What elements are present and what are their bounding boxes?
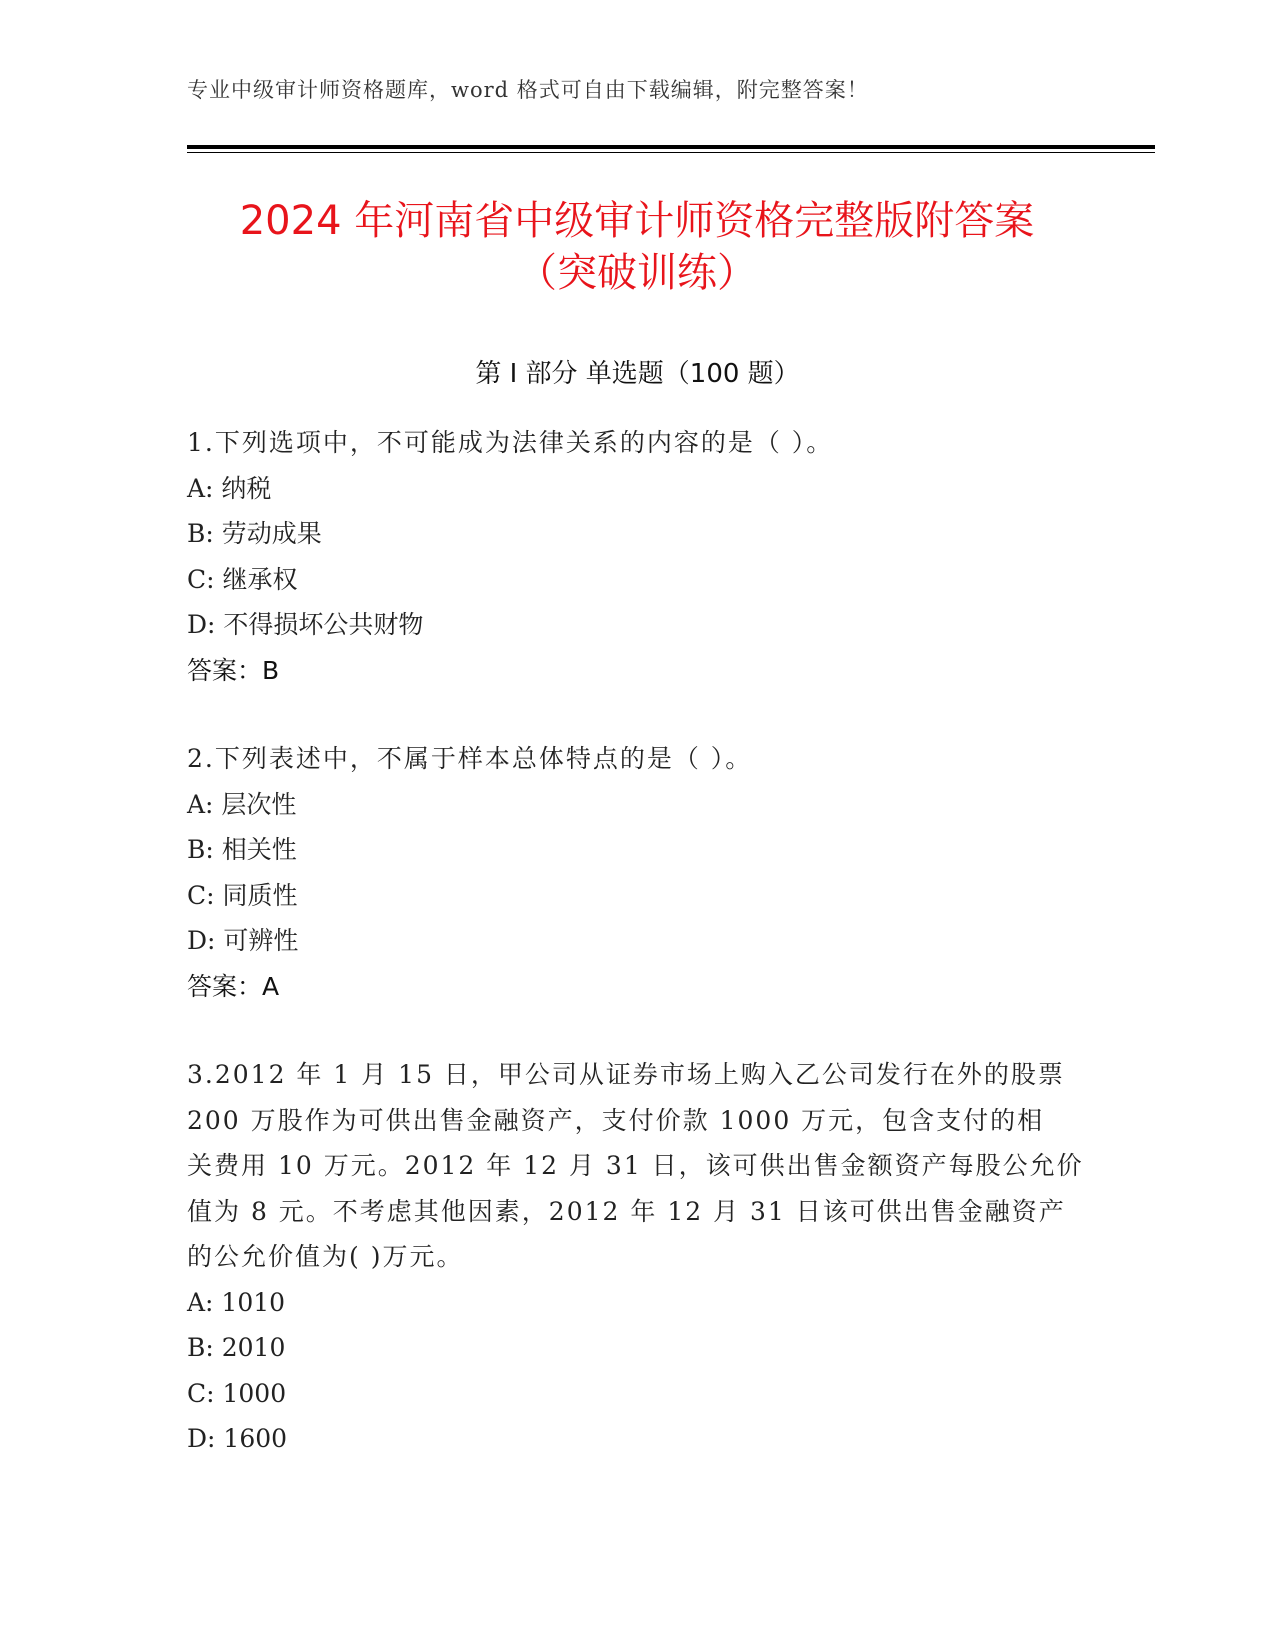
section-heading: 第 I 部分 单选题（100 题）: [475, 359, 800, 389]
answer: 答案：A: [187, 971, 280, 1001]
option-c: C: 1000: [187, 1378, 287, 1408]
question-1: [187, 420, 1087, 693]
header-note: 专业中级审计师资格题库，word 格式可自由下载编辑，附完整答案！: [187, 78, 869, 102]
question-stem-line-5: 的公允价值为( )万元。: [187, 1242, 464, 1271]
question-stem-line-1: 3.2012 年 1 月 15 日，甲公司从证券市场上购入乙公司发行在外的股票: [187, 1060, 1065, 1089]
question-stem-line-2: 200 万股作为可供出售金融资产，支付价款 1000 万元，包含支付的相: [187, 1105, 1045, 1135]
question-stem: 2.下列表述中，不属于样本总体特点的是（ ）。: [187, 744, 753, 773]
option-c: C: 同质性: [187, 880, 298, 910]
option-b: B: 劳动成果: [187, 519, 322, 548]
question-3: [187, 1052, 1087, 1462]
option-b: B: 相关性: [187, 835, 297, 864]
option-a: A: 纳税: [187, 473, 272, 503]
question-stem-line-3: 关费用 10 万元。2012 年 12 月 31 日，该可供出售金额资产每股公允价: [187, 1151, 1084, 1180]
header-rule-thick: [187, 145, 1155, 149]
title-line-1: 2024 年河南省中级审计师资格完整版附答案: [239, 198, 1035, 244]
option-a: A: 1010: [187, 1287, 286, 1317]
title-line-2: （突破训练）: [517, 250, 757, 296]
option-c: C: 继承权: [187, 564, 298, 594]
question-stem-line-4: 值为 8 元。不考虑其他因素，2012 年 12 月 31 日该可供出售金融资产: [187, 1196, 1066, 1226]
option-d: D: 不得损坏公共财物: [187, 610, 424, 639]
option-d: D: 1600: [187, 1424, 288, 1453]
question-2: [187, 736, 1087, 1009]
option-b: B: 2010: [187, 1333, 286, 1362]
option-d: D: 可辨性: [187, 926, 299, 955]
header-rule-thin: [187, 152, 1155, 153]
question-stem: 1.下列选项中，不可能成为法律关系的内容的是（ ）。: [187, 428, 834, 457]
document-title: [137, 195, 1137, 299]
answer: 答案：B: [187, 655, 280, 685]
option-a: A: 层次性: [187, 789, 297, 819]
